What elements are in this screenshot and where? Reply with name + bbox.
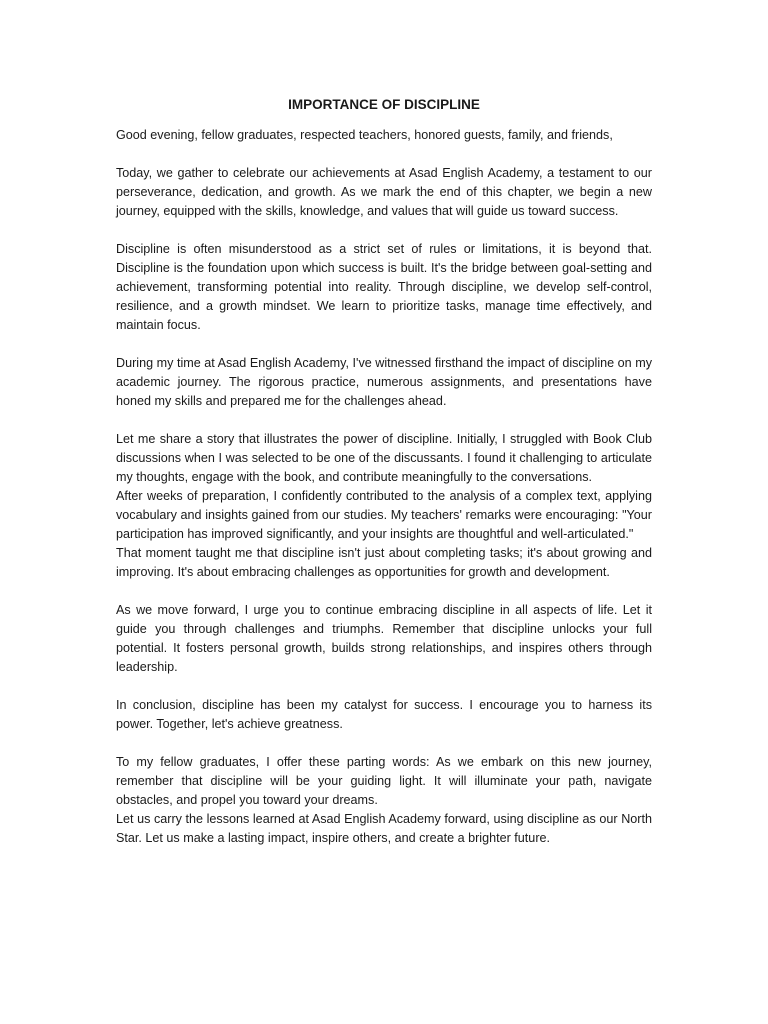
paragraph-text: Today, we gather to celebrate our achievements at Asad English Academy, a testament to our perseverance, dedication, and growth. As we mark the end of this chapter, we begin a new journey, equipped with the skills, knowledge, and values that will guide us toward success. [116,166,652,218]
document-title: IMPORTANCE OF DISCIPLINE [288,97,480,112]
discipline-definition-paragraph [116,240,652,335]
paragraph-text: In conclusion, discipline has been my catalyst for success. I encourage you to harness its power. Together, let's achieve greatness. [116,698,652,731]
intro-paragraph [116,164,652,221]
paragraph-text: During my time at Asad English Academy, I've witnessed firsthand the impact of discipline on my academic journey. The rigorous practice, numerous assignments, and presentations have honed my skills and prepared me for the challenges ahead. [116,356,652,408]
paragraph-text: As we move forward, I urge you to continue embracing discipline in all aspects of life. Let it guide you through challenges and triumphs. Remember that discipline unlocks your full potential. It fosters personal growth, builds strong relationships, and inspires others through leadership. [116,603,652,674]
paragraph-text: Discipline is often misunderstood as a strict set of rules or limitations, it is beyond that. Discipline is the foundation upon which success is built. It's the bridge between goal-setting and achievement, transforming potential into reality. Through discipline, we develop self-control, resilience, and a growth mindset. We learn to prioritize tasks, manage time effectively, and maintain focus. [116,242,652,332]
conclusion-paragraph [116,696,652,734]
closing-paragraph [116,753,652,848]
story-text: Let me share a story that illustrates the power of discipline. Initially, I struggled with Book Club discussions when I was selected to be one of the discussants. I found it challenging to articulate my thoughts, engage with the book, and contribute meaningfully to the conversations. [116,432,652,484]
closing-text: To my fellow graduates, I offer these parting words: As we embark on this new journey, remember that discipline will be your guiding light. It will illuminate your path, navigate obstacles, and propel you toward your dreams. [116,755,652,807]
closing-text: Let us carry the lessons learned at Asad English Academy forward, using discipline as our North Star. Let us make a lasting impact, inspire others, and create a brighter future. [116,812,652,845]
story-paragraph [116,430,652,582]
moving-forward-paragraph [116,601,652,677]
salutation-paragraph [116,126,652,145]
story-text: That moment taught me that discipline isn't just about completing tasks; it's about growing and improving. It's about embracing challenges as opportunities for growth and development. [116,546,652,579]
academy-experience-paragraph [116,354,652,411]
story-text: After weeks of preparation, I confidently contributed to the analysis of a complex text, applying vocabulary and insights gained from our studies. My teachers' remarks were encouraging: "Your participation has improved significantly, and your insights are thoughtful and well-articulated." [116,489,652,541]
salutation-text: Good evening, fellow graduates, respected teachers, honored guests, family, and friends, [116,128,613,142]
document-page [116,96,652,848]
